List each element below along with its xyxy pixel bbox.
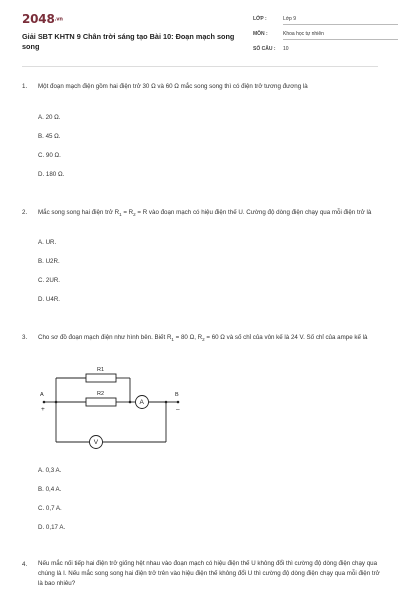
question-text: Nếu mắc nối tiếp hai điện trở giống hệt nhau vào đoạn mạch có hiệu điện thế U không đổi thì cường độ dòng điện chạy qua chúng là I. Nếu mắc song song hai điện trở trên vào hiệu điện thế không đổi U thì cường độ dòng điện chạy qua mỗi điện trở là bao nhiêu? <box>38 560 380 587</box>
junction-dot <box>165 401 168 404</box>
text-part: = 60 Ω và số chỉ của vôn kế là 24 V. Số chỉ của ampe kế là <box>204 334 368 341</box>
answer-option[interactable]: B. 45 Ω. <box>38 133 61 140</box>
answer-option[interactable]: D. 0,17 A. <box>38 524 66 531</box>
meta-grade-key: LỚP : <box>253 16 267 22</box>
text-part: = R vào đoạn mạch có hiệu điện thế U. Cường độ dòng điện chạy qua mỗi điện trở là <box>135 209 372 216</box>
question-text: Một đoạn mạch điện gồm hai điện trở 30 Ω và 60 Ω mắc song song thì có điện trở tương đương là <box>38 83 308 90</box>
meta-count-value: 10 <box>283 46 289 52</box>
meta-count-key: SỐ CÂU : <box>253 46 276 52</box>
question-number: 4. <box>22 561 28 568</box>
meta-subject-key: MÔN : <box>253 31 268 37</box>
text-part: = R <box>121 209 134 216</box>
answer-option[interactable]: C. 0,7 A. <box>38 505 62 512</box>
question-number: 2. <box>22 209 28 216</box>
question-number: 3. <box>22 334 28 341</box>
terminal-a <box>43 401 46 404</box>
answer-option[interactable]: C. 90 Ω. <box>38 152 61 159</box>
question-number: 1. <box>22 83 28 90</box>
question-text <box>38 207 383 220</box>
subscript: 2 <box>133 212 136 218</box>
r1-label: R1 <box>97 367 105 373</box>
r2-label: R2 <box>97 391 105 397</box>
site-logo[interactable] <box>22 12 63 26</box>
logo-domain: .vn <box>54 16 63 23</box>
meta-underline <box>283 39 398 40</box>
answer-option[interactable]: B. U2R. <box>38 258 60 265</box>
answer-option[interactable]: C. 2UR. <box>38 277 61 284</box>
logo-text: 2048 <box>22 12 55 26</box>
answer-option[interactable]: D. U4R. <box>38 296 61 303</box>
subscript: 2 <box>202 337 205 343</box>
meta-subject-value: Khoa học tự nhiên <box>283 31 324 37</box>
header-divider <box>22 66 378 67</box>
document-title: Giải SBT KHTN 9 Chân trời sáng tạo Bài 10: Đoạn mạch song song <box>22 32 235 51</box>
ammeter-label: A <box>139 399 144 407</box>
voltmeter-label: V <box>93 439 99 447</box>
subscript: 1 <box>119 212 122 218</box>
answer-option[interactable]: A. 0,3 A. <box>38 467 62 474</box>
text-part: = 80 Ω, R <box>173 334 203 341</box>
plus-sign: + <box>41 406 45 413</box>
subscript: 1 <box>171 337 174 343</box>
meta-grade-value: Lớp 9 <box>283 16 297 22</box>
text-part: Mắc song song hai điện trở R <box>38 209 120 216</box>
point-b-label: B <box>175 392 179 398</box>
text-part: Cho sơ đồ đoạn mạch điện như hình bên. Biết R <box>38 334 172 341</box>
terminal-b <box>177 401 180 404</box>
junction-dot <box>55 401 58 404</box>
meta-underline <box>283 24 398 25</box>
minus-sign: – <box>176 406 180 413</box>
answer-option[interactable]: A. UR. <box>38 239 57 246</box>
circuit-diagram <box>38 360 188 460</box>
answer-option[interactable]: A. 20 Ω. <box>38 114 61 121</box>
junction-dot <box>129 401 132 404</box>
resistor-r2 <box>86 398 116 406</box>
question-text <box>38 332 383 345</box>
point-a-label: A <box>40 392 44 398</box>
answer-option[interactable]: D. 180 Ω. <box>38 171 65 178</box>
resistor-r1 <box>86 374 116 382</box>
answer-option[interactable]: B. 0,4 A. <box>38 486 62 493</box>
page-header <box>0 0 400 62</box>
